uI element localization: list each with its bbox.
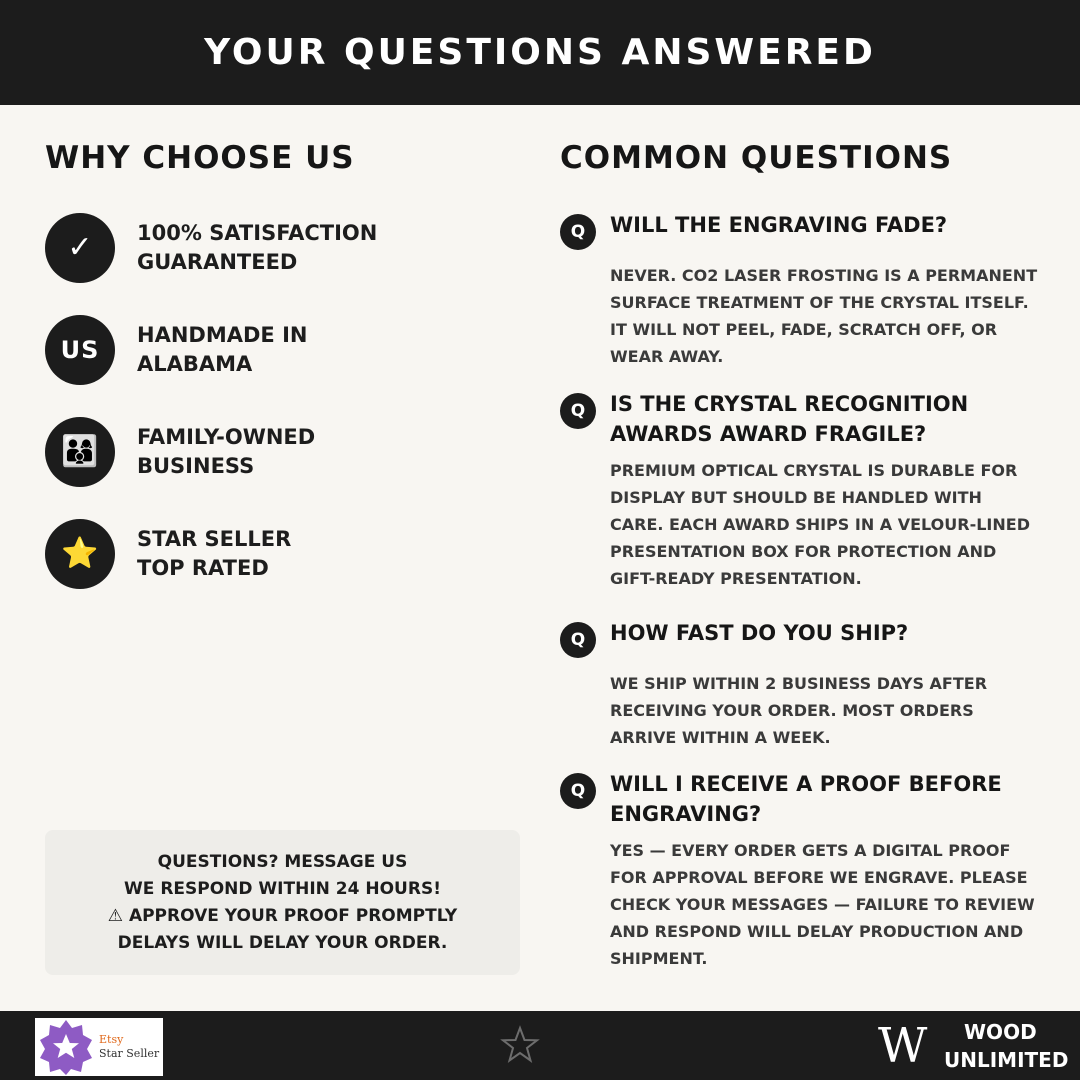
us-text-icon bbox=[45, 315, 115, 385]
faq-item bbox=[560, 618, 1040, 751]
faq-question: WILL THE ENGRAVING FADE? bbox=[610, 213, 948, 237]
feature-label bbox=[137, 525, 407, 583]
header-bar bbox=[0, 0, 1080, 105]
faq-question: IS THE CRYSTAL RECOGNITION AWARDS AWARD FRAGILE? bbox=[610, 392, 969, 446]
feature-family-owned bbox=[45, 417, 505, 487]
feature-label-line: GUARANTEED bbox=[137, 250, 298, 274]
logo-word: UNLIMITED bbox=[944, 1048, 1069, 1072]
warning-line: ⚠ APPROVE YOUR PROOF PROMPTLY bbox=[107, 905, 458, 926]
feature-label bbox=[137, 219, 407, 277]
logo-letter: W bbox=[878, 1018, 928, 1074]
feature-label-line: STAR SELLER bbox=[137, 527, 292, 551]
etsy-badge-text bbox=[99, 1033, 159, 1061]
common-questions-title: COMMON QUESTIONS bbox=[560, 140, 953, 176]
q-icon: Q bbox=[560, 622, 596, 658]
logo-word: WOOD bbox=[964, 1020, 1037, 1044]
feature-star-seller bbox=[45, 519, 505, 589]
faq-item bbox=[560, 389, 1040, 592]
checkmark-icon bbox=[45, 213, 115, 283]
faq-item bbox=[560, 769, 1040, 972]
why-choose-us-title: WHY CHOOSE US bbox=[45, 140, 355, 176]
feature-label-line: TOP RATED bbox=[137, 556, 269, 580]
feature-label bbox=[137, 423, 407, 481]
etsy-sub-text: Star Seller bbox=[99, 1047, 160, 1060]
contact-line: DELAYS WILL DELAY YOUR ORDER. bbox=[117, 932, 448, 953]
feature-label-line: HANDMADE IN bbox=[137, 323, 308, 347]
etsy-brand-text: Etsy bbox=[99, 1033, 124, 1046]
star-icon bbox=[45, 519, 115, 589]
feature-list bbox=[45, 213, 505, 621]
faq-answer: NEVER. CO2 LASER FROSTING IS A PERMANENT SURFACE TREATMENT OF THE CRYSTAL ITSELF. IT WILL NOT PEEL, FADE, SCRATCH OFF, OR WEAR AWAY. bbox=[610, 266, 1038, 366]
feature-label bbox=[137, 321, 407, 379]
feature-glyph: US bbox=[60, 336, 100, 364]
q-icon: Q bbox=[560, 393, 596, 429]
contact-notice bbox=[45, 830, 520, 975]
feature-glyph: ⭐ bbox=[61, 536, 99, 571]
feature-label-line: 100% SATISFACTION bbox=[137, 221, 378, 245]
etsy-star-seller-icon bbox=[37, 1018, 95, 1076]
faq-question: HOW FAST DO YOU SHIP? bbox=[610, 621, 909, 645]
faq-answer: WE SHIP WITHIN 2 BUSINESS DAYS AFTER RECEIVING YOUR ORDER. MOST ORDERS ARRIVE WITHIN A WEEK. bbox=[610, 674, 988, 747]
feature-glyph: ✓ bbox=[67, 230, 93, 265]
feature-glyph: 👨‍👩‍👦 bbox=[61, 434, 99, 469]
contact-line: WE RESPOND WITHIN 24 HOURS! bbox=[124, 878, 441, 899]
contact-line: QUESTIONS? MESSAGE US bbox=[157, 851, 408, 872]
faq-item bbox=[560, 210, 1040, 370]
footer-bar bbox=[0, 1011, 1080, 1080]
feature-satisfaction bbox=[45, 213, 505, 283]
family-icon bbox=[45, 417, 115, 487]
wood-unlimited-logo bbox=[878, 1018, 1069, 1075]
feature-label-line: FAMILY-OWNED bbox=[137, 425, 316, 449]
feature-handmade bbox=[45, 315, 505, 385]
faq-question: WILL I RECEIVE A PROOF BEFORE ENGRAVING? bbox=[610, 772, 1002, 826]
faq-answer: PREMIUM OPTICAL CRYSTAL IS DURABLE FOR DISPLAY BUT SHOULD BE HANDLED WITH CARE. EACH AWARD SHIPS IN A VELOUR-LINED PRESENTATION BOX FOR PROTECTION AND GIFT-READY PRESENTATION. bbox=[610, 461, 1030, 588]
q-icon: Q bbox=[560, 773, 596, 809]
etsy-star-seller-badge bbox=[35, 1018, 163, 1076]
q-icon: Q bbox=[560, 214, 596, 250]
outline-star-icon bbox=[500, 1025, 540, 1065]
feature-label-line: BUSINESS bbox=[137, 454, 255, 478]
faq-answer: YES — EVERY ORDER GETS A DIGITAL PROOF FOR APPROVAL BEFORE WE ENGRAVE. PLEASE CHECK YOUR MESSAGES — FAILURE TO REVIEW AND RESPOND WILL DELAY PRODUCTION AND SHIPMENT. bbox=[610, 841, 1035, 968]
feature-label-line: ALABAMA bbox=[137, 352, 253, 376]
page-title: YOUR QUESTIONS ANSWERED bbox=[204, 32, 876, 73]
